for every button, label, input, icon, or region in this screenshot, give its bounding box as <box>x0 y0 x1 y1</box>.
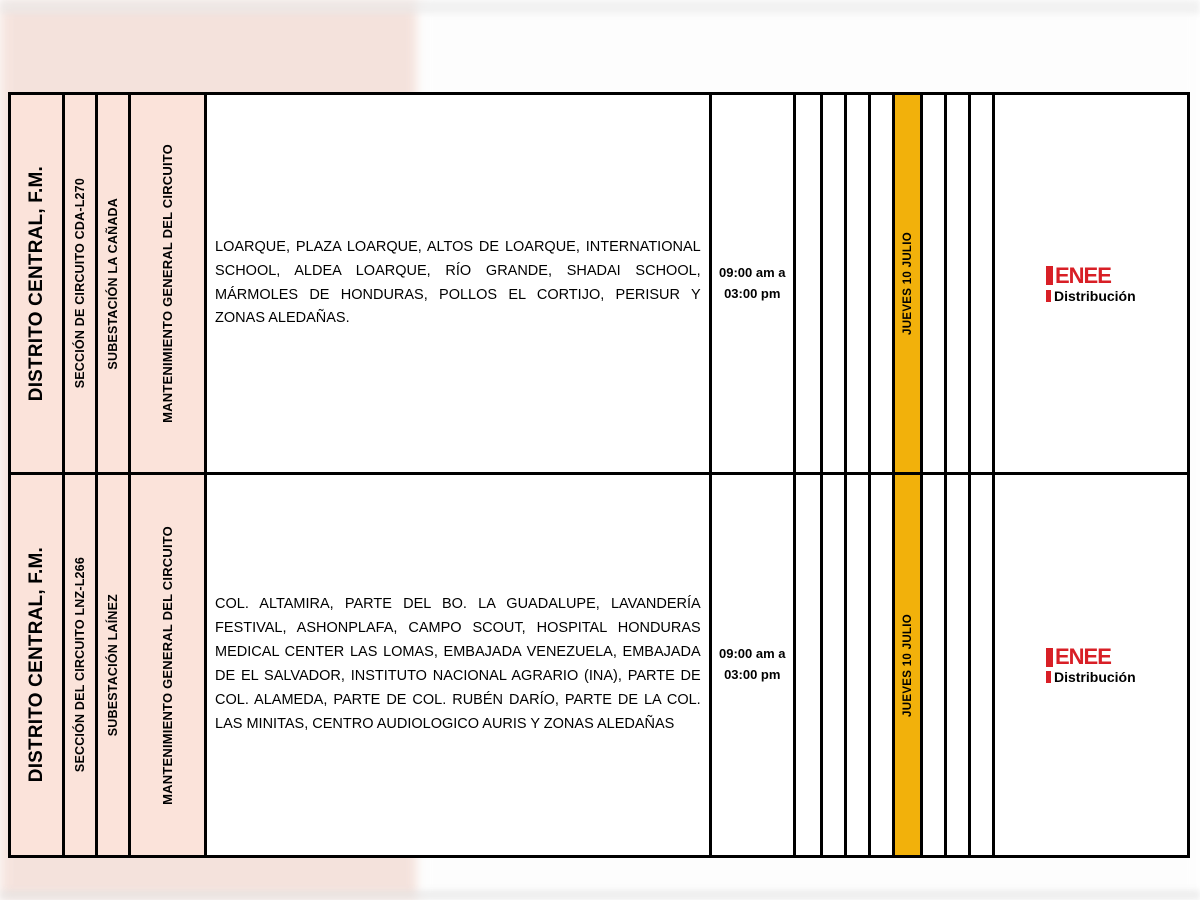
background-bottom-strip <box>0 890 1200 900</box>
maintenance-type-cell <box>131 95 207 472</box>
logo-wordmark: ENEE <box>1054 644 1111 669</box>
substation-cell <box>98 95 131 472</box>
enee-logo <box>1046 262 1136 304</box>
spacer-column-a <box>796 475 824 855</box>
schedule-time-cell <box>712 95 796 472</box>
district-label: DISTRITO CENTRAL, F.M. <box>25 165 47 402</box>
logo-subtitle: Distribución <box>1053 669 1136 685</box>
maintenance-type-label: MANTENIMIENTO GENERAL DEL CIRCUITO <box>160 144 176 423</box>
affected-zones-cell <box>207 475 712 855</box>
spacer-column-e <box>923 95 947 472</box>
substation-cell <box>98 475 131 855</box>
outage-date-label: JUEVES 10 JULIO <box>901 232 914 335</box>
logo-subtitle: Distribución <box>1053 287 1136 304</box>
logo-secondary-row <box>1046 289 1136 303</box>
table-row <box>8 95 1190 475</box>
table-row <box>8 475 1190 855</box>
spacer-column-d <box>871 475 895 855</box>
logo-small-bar-icon <box>1046 671 1051 683</box>
logo-cell <box>995 95 1190 472</box>
substation-label: SUBESTACIÓN LA CAÑADA <box>106 197 121 370</box>
outage-date-cell <box>895 95 923 472</box>
district-cell <box>8 95 65 472</box>
district-cell <box>8 475 65 855</box>
circuit-section-cell <box>65 475 98 855</box>
logo-primary-row <box>1046 646 1111 668</box>
outage-schedule-table <box>8 92 1190 858</box>
spacer-column-e <box>923 475 947 855</box>
substation-label: SUBESTACIÓN LAÍNEZ <box>106 593 121 737</box>
schedule-time-text: 09:00 am a 03:00 pm <box>719 264 786 301</box>
affected-zones-text: COL. ALTAMIRA, PARTE DEL BO. LA GUADALUPE, LAVANDERÍA FESTIVAL, ASHONPLAFA, CAMPO SCOUT, HOSPITAL HONDURAS MEDICAL CENTER LAS LOMAS, EMBAJADA VENEZUELA, EMBAJADA DE EL SALVADOR, INSTITUTO NACIONAL AGRARIO (INA), PARTE DE COL. ALAMEDA, PARTE DE COL. RUBÉN DARÍO, PARTE DE LA COL. LAS MINITAS, CENTRO AUDIOLOGICO AURIS Y ZONAS ALEDAÑAS <box>215 596 701 732</box>
outage-date-label: JUEVES 10 JULIO <box>901 613 914 717</box>
logo-secondary-row <box>1046 670 1136 684</box>
schedule-time-text: 09:00 am a 03:00 pm <box>719 646 786 682</box>
spacer-column-c <box>847 475 871 855</box>
maintenance-type-cell <box>131 475 207 855</box>
affected-zones-text: LOARQUE, PLAZA LOARQUE, ALTOS DE LOARQUE, INTERNATIONAL SCHOOL, ALDEA LOARQUE, RÍO GRANDE, SHADAI SCHOOL, MÁRMOLES DE HONDURAS, POLLOS EL CORTIJO, PERISUR Y ZONAS ALEDAÑAS. <box>215 238 701 327</box>
logo-cell <box>995 475 1190 855</box>
affected-zones-cell <box>207 95 712 472</box>
spacer-column-g <box>971 475 995 855</box>
spacer-column-f <box>947 95 971 472</box>
spacer-column-f <box>947 475 971 855</box>
logo-small-bar-icon <box>1046 290 1051 302</box>
outage-date-cell <box>895 475 923 855</box>
logo-bar-icon <box>1046 648 1053 667</box>
logo-primary-row <box>1046 262 1111 288</box>
spacer-column-g <box>971 95 995 472</box>
circuit-section-cell <box>65 95 98 472</box>
schedule-time-cell <box>712 475 796 855</box>
district-label: DISTRITO CENTRAL, F.M. <box>25 547 47 783</box>
circuit-section-label: SECCIÓN DE CIRCUITO CDA-L270 <box>73 178 88 389</box>
spacer-column-b <box>823 95 847 472</box>
spacer-column-c <box>847 95 871 472</box>
background-top-strip <box>0 0 1200 14</box>
enee-logo <box>1046 646 1136 684</box>
spacer-column-b <box>823 475 847 855</box>
circuit-section-label: SECCIÓN DEL CIRCUITO LNZ-L266 <box>73 557 88 773</box>
maintenance-type-label: MANTENIMIENTO GENERAL DEL CIRCUITO <box>160 525 176 805</box>
spacer-column-d <box>871 95 895 472</box>
logo-wordmark: ENEE <box>1054 262 1111 288</box>
spacer-column-a <box>796 95 824 472</box>
logo-bar-icon <box>1046 266 1053 285</box>
